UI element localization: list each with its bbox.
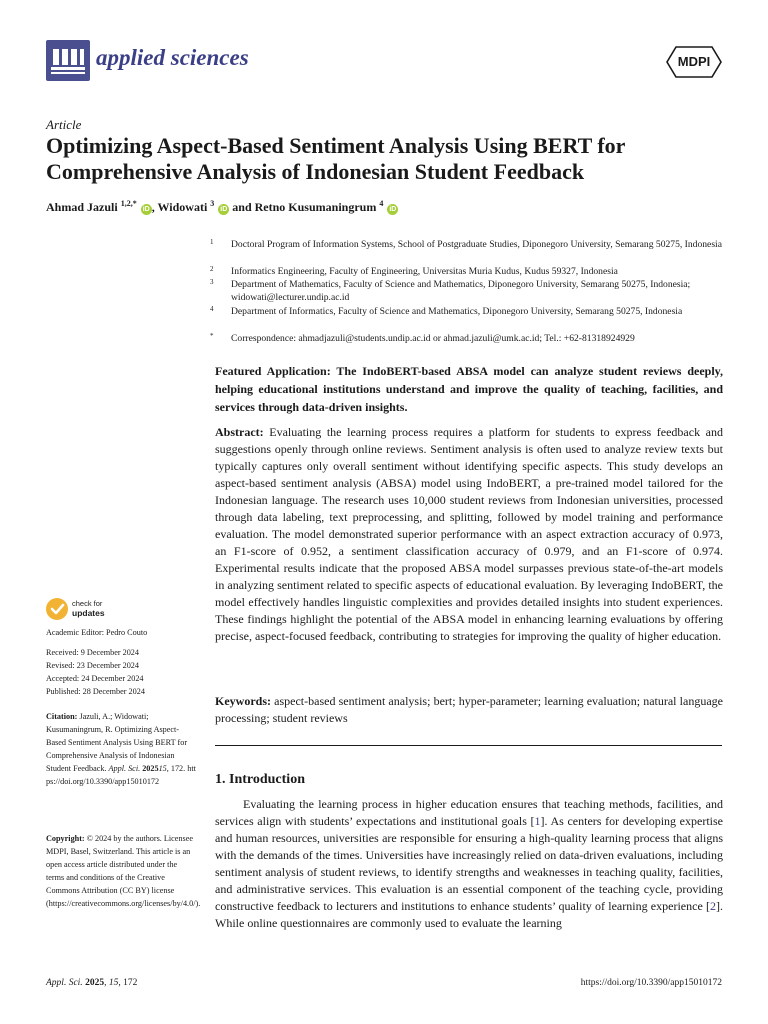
footer-doi-link[interactable]: https://doi.org/10.3390/app15010172 [580, 978, 722, 988]
citation-article: , 172. [166, 764, 186, 773]
affiliation-number: 2 [210, 265, 214, 273]
affiliation-number: 1 [210, 238, 214, 246]
copyright-label: Copyright: [46, 834, 85, 843]
section-heading: 1. Introduction [215, 772, 305, 787]
footer-volume: 15 [108, 978, 119, 988]
published-date: Published: 28 December 2024 [46, 687, 145, 696]
affiliation-item [210, 332, 724, 345]
orcid-icon[interactable]: iD [142, 206, 150, 213]
check-updates-icon [46, 598, 68, 620]
academic-editor: Academic Editor: Pedro Couto [46, 628, 148, 637]
author-affiliation-mark: 4 [379, 199, 384, 208]
citation-text: Jazuli, A.; Widowati; Kusumaningrum, R. Optimizing Aspect-Based Sentiment Analysis Using BERT for Comprehensive Analysis of Indonesian Student Feedback. [46, 712, 188, 773]
introduction-paragraph [215, 796, 723, 932]
author-name: Widowati [157, 200, 208, 214]
article-title: Optimizing Aspect-Based Sentiment Analysis Using BERT for Comprehensive Analysis of Indonesian Student Feedback [46, 133, 626, 184]
affiliation-number: * [210, 332, 214, 340]
copyright-text: © 2024 by the authors. Licensee MDPI, Basel, Switzerland. This article is an open access article distributed under the terms and conditions of the Creative Commons Attribution (CC BY) license (https://creativecommons.org/licenses/by/4.0/). [46, 834, 201, 908]
journal-logo-icon [46, 40, 90, 81]
author-name: Ahmad Jazuli [46, 200, 118, 214]
author-separator: and [229, 200, 255, 214]
accepted-date: Accepted: 24 December 2024 [46, 674, 144, 683]
citation-link[interactable]: 2 [710, 899, 716, 913]
affiliation-text: Informatics Engineering, Faculty of Engineering, Universitas Muria Kudus, Kudus 59327, Indonesia [231, 266, 618, 277]
affiliation-text: Department of Mathematics, Faculty of Science and Mathematics, Diponegoro University, Semarang 50275, Indonesia; widowati@lecturer.undip.ac.id [231, 279, 691, 303]
intro-text: Evaluating the learning process in higher education ensures that teaching methods, facilities, and services align with students’ expectations and institutional goals [ [215, 797, 723, 828]
author-affiliation-mark: 1,2,* [120, 199, 137, 208]
citation-volume: 15 [158, 764, 167, 773]
check-for-updates-badge[interactable] [46, 598, 146, 620]
keywords-text: aspect-based sentiment analysis; bert; hyper-parameter; learning evaluation; natural language processing; student reviews [215, 694, 723, 725]
featured-application: Featured Application: The IndoBERT-based ABSA model can analyze student reviews deeply, helping educational institutions understand and improve the quality of teaching, facilities, and services through data-driven insights. [215, 364, 723, 414]
intro-text: ]. While online questionnaires are commonly used to evaluate the learning [215, 899, 723, 930]
citation-label: Citation: [46, 712, 78, 721]
citation-link[interactable]: 1 [534, 814, 541, 828]
citation-journal: Appl. Sci. [108, 764, 141, 773]
footer-journal: Appl. Sci. [46, 978, 83, 988]
abstract [215, 424, 723, 645]
footer-citation: Appl. Sci. 2025, 15, 172 [46, 978, 138, 988]
affiliation-text: Doctoral Program of Information Systems, School of Postgraduate Studies, Diponegoro University, Semarang 50275, Indonesia [231, 239, 722, 250]
affiliation-text: Department of Informatics, Faculty of Science and Mathematics, Diponegoro University, Semarang 50275, Indonesia [231, 306, 683, 317]
mdpi-logo [666, 46, 722, 78]
affiliation-item [210, 278, 724, 304]
section-divider [215, 745, 722, 746]
author-list [46, 199, 398, 215]
check-updates-label: updates [72, 608, 105, 618]
footer-article: , 172 [118, 978, 138, 988]
citation-doi-link[interactable]: https://doi.org/10.3390/app15010172 [46, 764, 196, 786]
affiliation-number: 3 [210, 278, 214, 286]
citation-block [46, 710, 196, 788]
author-name: Retno Kusumaningrum [254, 200, 377, 214]
article-type: Article [46, 117, 82, 132]
affiliation-text: Correspondence: ahmadjazuli@students.undip.ac.id or ahmad.jazuli@umk.ac.id; Tel.: +62-81318924929 [231, 333, 635, 344]
publication-dates [46, 646, 196, 698]
orcid-icon[interactable]: iD [389, 206, 397, 213]
author-affiliation-mark: 3 [210, 199, 215, 208]
orcid-icon[interactable]: iD [220, 206, 228, 213]
footer-year: 2025 [85, 978, 105, 988]
citation-year: 2025 [142, 764, 159, 773]
abstract-text: Evaluating the learning process requires a platform for students to express feedback and suggestions openly through online reviews. Sentiment analysis is often used to analyze review texts but typically captures only overall sentiment without identifying specific aspects. This study develops an aspect-based sentiment analysis (ABSA) model using IndoBERT, a pre-trained model tailored for the Indonesian language. The research uses 10,000 student reviews from Indonesian universities, processed through data labeling, text preprocessing, and splitting, followed by model training and performance evaluation. The model demonstrated superior performance with an aspect extraction accuracy of 0.973, an F1-score of 0.952, a sentiment classification accuracy of 0.979, and an F1-score of 0.974. Experimental results indicate that the proposed ABSA model surpasses previous state-of-the-art models in analyzing sentiment related to specific aspects of educational evaluation. By leveraging IndoBERT, the model effectively handles linguistic complexities and provides detailed insights into student experiences. These findings highlight the potential of the ABSA model in enhancing learning evaluations by offering precise, aspect-focused feedback, contributing to strategies for improving the quality of higher education. [215, 425, 723, 643]
journal-logo [46, 40, 90, 81]
author-separator: , [151, 200, 158, 214]
affiliation-item [210, 305, 724, 318]
publisher-name: MDPI [677, 54, 711, 69]
affiliation-item [210, 238, 724, 251]
keywords-label: Keywords: [215, 694, 271, 708]
affiliation-item [210, 265, 724, 278]
affiliation-number: 4 [210, 305, 214, 313]
abstract-label: Abstract: [215, 425, 264, 439]
check-updates-label: check for [72, 599, 103, 608]
revised-date: Revised: 23 December 2024 [46, 661, 139, 670]
keywords [215, 693, 723, 727]
received-date: Received: 9 December 2024 [46, 648, 139, 657]
journal-name: applied sciences [96, 45, 249, 70]
intro-text: ]. As centers for developing expertise and human resources, universities are responsible for ensuring a high-quality learning process that aligns with the demands of the times. Universities have increasingly relied on data-driven evaluations, including sentiment analysis of student reviews, to identify strengths and weaknesses in teaching quality, facilities, and administrative services. This evaluation is an essential component of the teaching cycle, providing constructive feedback to lecturers and institutions to enhance students’ quality of learning experience [ [215, 814, 723, 913]
copyright-block [46, 832, 201, 910]
